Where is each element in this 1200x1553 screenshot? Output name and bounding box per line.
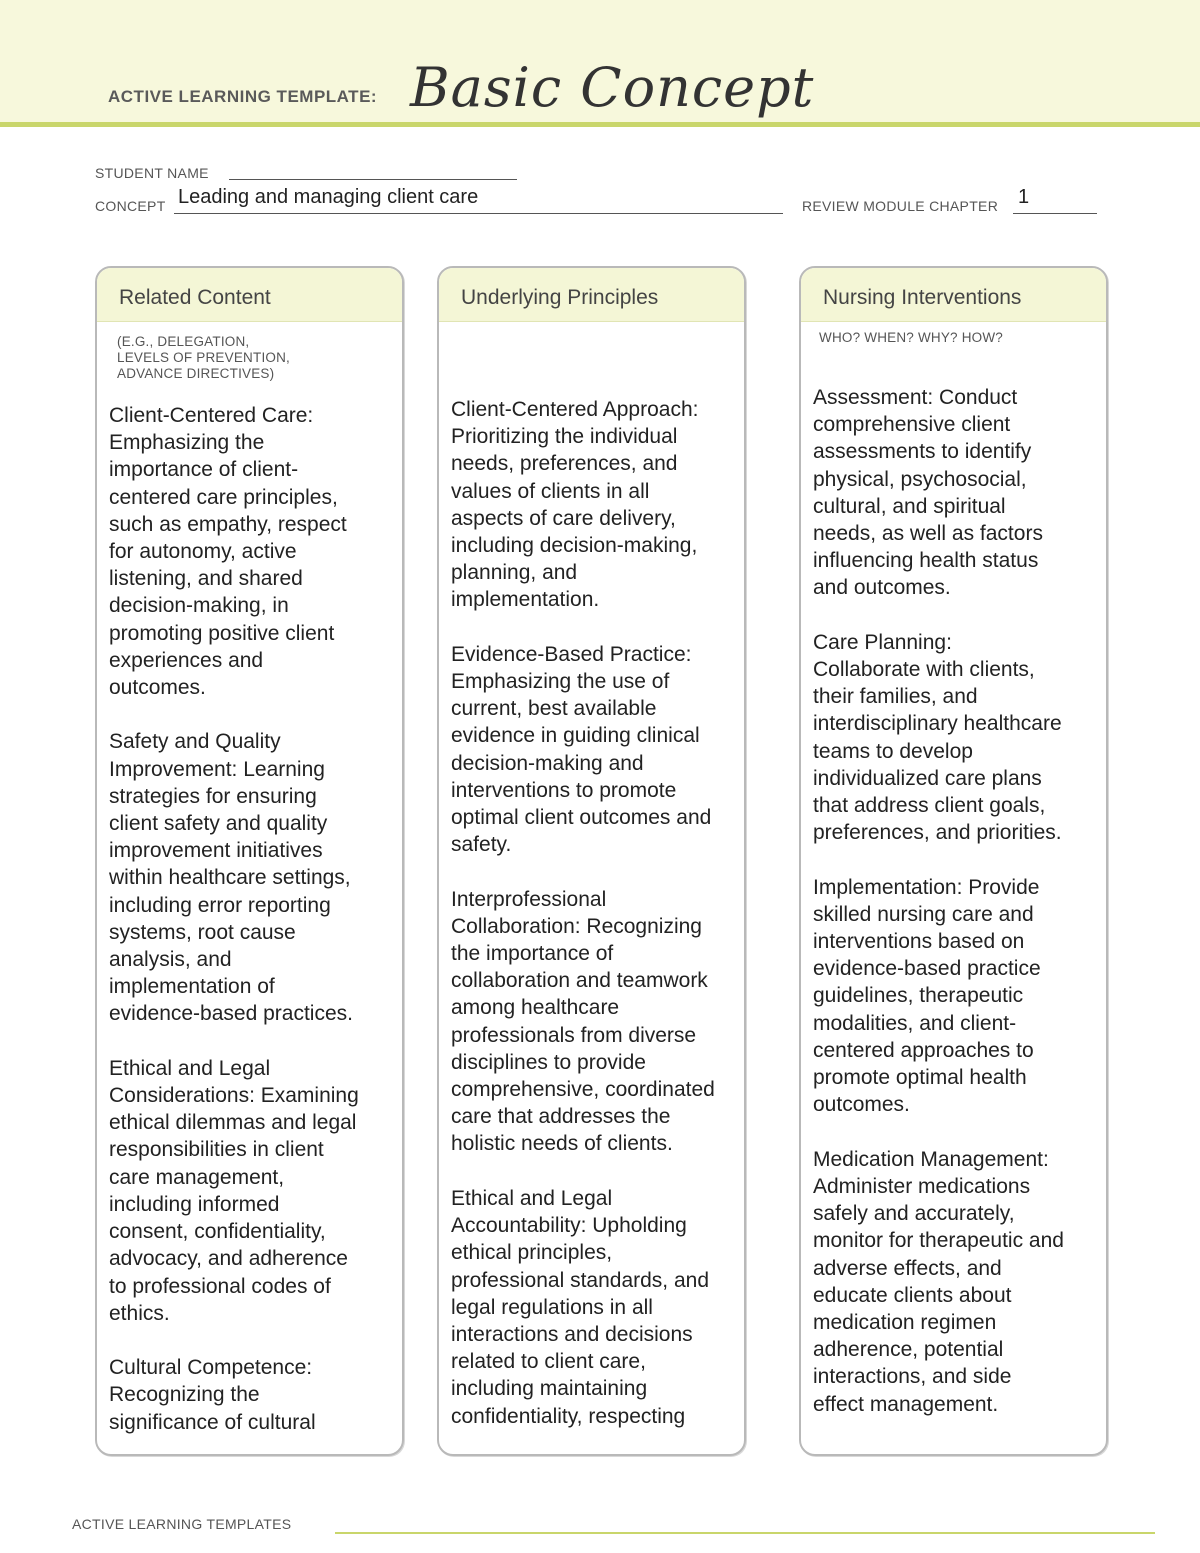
underlying-principles-header: Underlying Principles — [439, 268, 744, 322]
nursing-interventions-panel — [799, 266, 1108, 1456]
chapter-value: 1 — [1018, 186, 1030, 208]
underlying-principles-panel — [437, 266, 746, 1456]
concept-value: Leading and managing client care — [178, 186, 479, 208]
concept-label: CONCEPT — [95, 198, 166, 214]
chapter-label: REVIEW MODULE CHAPTER — [802, 198, 999, 214]
concept-field[interactable] — [174, 186, 783, 214]
related-content-panel — [95, 266, 404, 1456]
header-rule — [0, 122, 1200, 127]
footer-label: ACTIVE LEARNING TEMPLATES — [72, 1516, 292, 1532]
student-name-label: STUDENT NAME — [95, 165, 209, 181]
chapter-field[interactable] — [1013, 186, 1097, 214]
related-content-header: Related Content — [97, 268, 402, 322]
footer-rule — [335, 1532, 1155, 1534]
underlying-principles-text[interactable]: Client-Centered Approach: Prioritizing the individual needs, preferences, and values of clients in all aspects of care delivery, including decision-making, planning, and implementation. Evidence-Based Practice: Emphasizing the use of current, best available evidence in guiding clinical decision-making and interventions to promote optimal client outcomes and safety. Interprofessional Collaboration: Recognizing the importance of collaboration and teamwork among healthcare professionals from diverse disciplines to provide comprehensive, coordinated care that addresses the holistic needs of clients. Ethical and Legal Accountability: Upholding ethical principles, professional standards, and legal regulations in all interactions and decisions related to client care, including maintaining confidentiality, respecting — [451, 398, 715, 1428]
related-content-text[interactable]: Client-Centered Care: Emphasizing the importance of client- centered care principles, such as empathy, respect for autonomy, active listening, and shared decision-making, in promoting positive client experiences and outcomes. Safety and Quality Improvement: Learning strategies for ensuring client safety and quality improvement initiatives within healthcare settings, including error reporting systems, root cause analysis, and implementation of evidence-based practices. Ethical and Legal Considerations: Examining ethical dilemmas and legal responsibilities in client care management, including informed consent, confidentiality, advocacy, and adherence to professional codes of ethics. Cultural Competence: Recognizing the significance of cultural — [109, 404, 359, 1434]
template-label: ACTIVE LEARNING TEMPLATE: — [108, 87, 378, 106]
related-content-hint: (E.G., DELEGATION, LEVELS OF PREVENTION, ADVANCE DIRECTIVES) — [117, 334, 290, 381]
nursing-interventions-header: Nursing Interventions — [801, 268, 1106, 322]
student-name-field[interactable] — [229, 160, 517, 180]
nursing-interventions-text[interactable]: Assessment: Conduct comprehensive client assessments to identify physical, psychosocial, cultural, and spiritual needs, as well as factors influencing health status and outcomes. Care Planning: Collaborate with clients, their families, and interdisciplinary healthcare teams to develop individualized care plans that address client goals, preferences, and priorities. Implementation: Provide skilled nursing care and interventions based on evidence-based practice guidelines, therapeutic modalities, and client- centered approaches to promote optimal health outcomes. Medication Management: Administer medications safely and accurately, monitor for therapeutic and adverse effects, and educate clients about medication regimen adherence, potential interactions, and side effect management. — [813, 386, 1064, 1416]
page-title: Basic Concept — [410, 56, 815, 119]
nursing-interventions-hint: WHO? WHEN? WHY? HOW? — [819, 330, 1004, 345]
